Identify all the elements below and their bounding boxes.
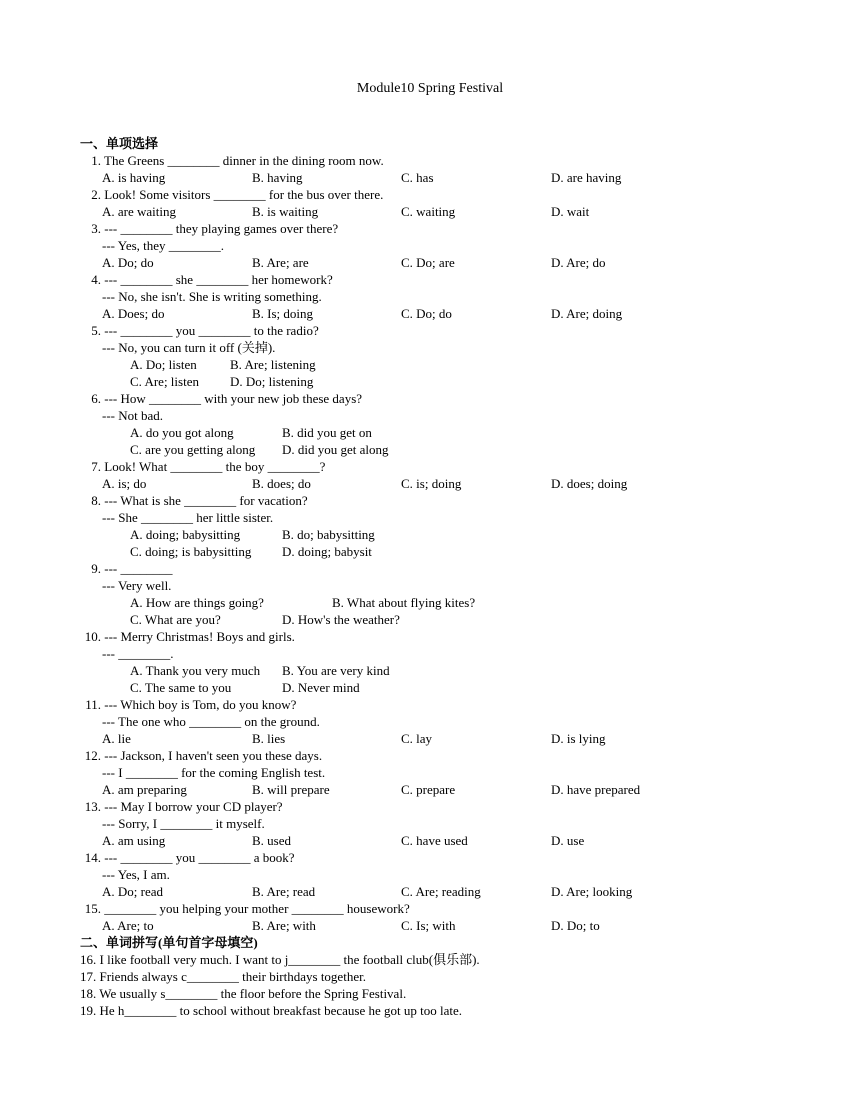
- option-choice: A. Are; to: [102, 918, 154, 933]
- spelling-question: 18. We usually s________ the floor before the Spring Festival.: [80, 986, 407, 1001]
- option-choice: A. do you got along: [130, 425, 234, 440]
- option-choice: C. Do; are: [401, 255, 455, 270]
- option-choice: A. are waiting: [102, 204, 177, 219]
- question-list: [80, 135, 800, 1019]
- question-line: [80, 220, 800, 237]
- question-stem: --- Merry Christmas! Boys and girls.: [101, 629, 295, 644]
- options-row: [80, 832, 800, 849]
- question-stem: --- What is she ________ for vacation?: [101, 493, 308, 508]
- option-choice: B. did you get on: [282, 425, 372, 440]
- options-row: [80, 475, 800, 492]
- option-choice: C. Are; reading: [401, 884, 481, 899]
- question-number: 7.: [91, 459, 101, 474]
- option-choice: A. am preparing: [102, 782, 187, 797]
- option-choice: D. is lying: [551, 731, 606, 746]
- question-stem: --- ________ you ________ a book?: [101, 850, 295, 865]
- options-row: [80, 373, 800, 390]
- question-stem: --- ________ she ________ her homework?: [101, 272, 333, 287]
- question-line: [80, 237, 800, 254]
- option-choice: D. are having: [551, 170, 622, 185]
- question-stem: Look! What ________ the boy ________?: [101, 459, 326, 474]
- option-choice: D. Are; looking: [551, 884, 633, 899]
- question-stem: --- Which boy is Tom, do you know?: [101, 697, 297, 712]
- question-stem: ________ you helping your mother ________ housework?: [101, 901, 410, 916]
- option-choice: B. will prepare: [252, 782, 330, 797]
- options-row: [80, 543, 800, 560]
- question-line: [80, 339, 800, 356]
- question-number: 3.: [91, 221, 101, 236]
- question-stem: --- ________: [101, 561, 173, 576]
- question-dialogue: --- Yes, I am.: [102, 867, 170, 882]
- option-choice: B. used: [252, 833, 291, 848]
- page-title: Module10 Spring Festival: [356, 81, 504, 96]
- question-number: 13.: [84, 799, 101, 814]
- question-line: [80, 186, 800, 203]
- option-choice: B. Is; doing: [252, 306, 314, 321]
- option-choice: D. use: [551, 833, 585, 848]
- option-choice: D. Are; doing: [551, 306, 623, 321]
- question-line: [80, 322, 800, 339]
- question-stem: --- Jackson, I haven't seen you these days.: [101, 748, 323, 763]
- option-choice: C. prepare: [401, 782, 456, 797]
- question-dialogue: --- Very well.: [102, 578, 172, 593]
- option-choice: C. is; doing: [401, 476, 462, 491]
- question-line: [80, 458, 800, 475]
- question-number: 11.: [85, 697, 101, 712]
- option-choice: B. Are; listening: [230, 357, 316, 372]
- option-choice: C. are you getting along: [130, 442, 256, 457]
- option-choice: C. The same to you: [130, 680, 232, 695]
- option-choice: A. Does; do: [102, 306, 165, 321]
- question-stem: --- ________ you ________ to the radio?: [101, 323, 319, 338]
- option-choice: A. am using: [102, 833, 166, 848]
- option-choice: D. How's the weather?: [282, 612, 400, 627]
- question-line: [80, 509, 800, 526]
- question-line: [80, 764, 800, 781]
- question-line: [80, 407, 800, 424]
- question-line: [80, 271, 800, 288]
- question-line: [80, 798, 800, 815]
- question-dialogue: --- No, you can turn it off (关掉).: [102, 340, 276, 355]
- option-choice: D. have prepared: [551, 782, 641, 797]
- question-number: 14.: [84, 850, 101, 865]
- question-stem: --- May I borrow your CD player?: [101, 799, 283, 814]
- option-choice: D. Do; to: [551, 918, 600, 933]
- option-choice: A. doing; babysitting: [130, 527, 241, 542]
- option-choice: D. did you get along: [282, 442, 389, 457]
- options-row: [80, 917, 800, 934]
- question-number: 10.: [84, 629, 101, 644]
- options-row: [80, 441, 800, 458]
- question-line: [80, 390, 800, 407]
- question-number: 5.: [91, 323, 101, 338]
- question-line: [80, 628, 800, 645]
- question-stem: The Greens ________ dinner in the dining room now.: [101, 153, 384, 168]
- option-choice: B. What about flying kites?: [332, 595, 476, 610]
- option-choice: C. doing; is babysitting: [130, 544, 252, 559]
- option-choice: D. Never mind: [282, 680, 360, 695]
- option-choice: B. lies: [252, 731, 286, 746]
- section-heading: 一、单项选择: [80, 136, 159, 151]
- option-choice: D. Do; listening: [230, 374, 314, 389]
- question-dialogue: --- Sorry, I ________ it myself.: [102, 816, 265, 831]
- option-choice: D. wait: [551, 204, 590, 219]
- option-choice: A. is having: [102, 170, 166, 185]
- option-choice: C. lay: [401, 731, 433, 746]
- option-choice: C. What are you?: [130, 612, 221, 627]
- question-number: 9.: [91, 561, 101, 576]
- option-choice: B. does; do: [252, 476, 311, 491]
- question-dialogue: --- She ________ her little sister.: [102, 510, 274, 525]
- question-dialogue: --- The one who ________ on the ground.: [102, 714, 320, 729]
- option-choice: D. doing; babysit: [282, 544, 372, 559]
- question-number: 8.: [91, 493, 101, 508]
- options-row: [80, 662, 800, 679]
- options-row: [80, 730, 800, 747]
- question-line: [80, 866, 800, 883]
- option-choice: B. is waiting: [252, 204, 319, 219]
- options-row: [80, 203, 800, 220]
- question-dialogue: --- Not bad.: [102, 408, 164, 423]
- question-line: [80, 492, 800, 509]
- option-choice: A. lie: [102, 731, 131, 746]
- question-number: 2.: [91, 187, 101, 202]
- question-number: 1.: [91, 153, 101, 168]
- options-row: [80, 594, 800, 611]
- option-choice: D. Are; do: [551, 255, 606, 270]
- question-line: [80, 849, 800, 866]
- spelling-question: 19. He h________ to school without breakfast because he got up too late.: [80, 1003, 462, 1018]
- option-choice: C. has: [401, 170, 434, 185]
- option-choice: A. Thank you very much: [130, 663, 261, 678]
- option-choice: B. Are; with: [252, 918, 316, 933]
- options-row: [80, 611, 800, 628]
- options-row: [80, 169, 800, 186]
- options-row: [80, 305, 800, 322]
- question-line: [80, 152, 800, 169]
- options-row: [80, 356, 800, 373]
- question-line: [80, 815, 800, 832]
- options-row: [80, 883, 800, 900]
- question-dialogue: --- Yes, they ________.: [102, 238, 225, 253]
- option-choice: B. do; babysitting: [282, 527, 375, 542]
- option-choice: B. You are very kind: [282, 663, 390, 678]
- option-choice: C. Are; listen: [130, 374, 199, 389]
- options-row: [80, 254, 800, 271]
- option-choice: D. does; doing: [551, 476, 628, 491]
- option-choice: C. Do; do: [401, 306, 452, 321]
- question-stem: Look! Some visitors ________ for the bus over there.: [101, 187, 384, 202]
- option-choice: A. How are things going?: [130, 595, 264, 610]
- question-number: 12.: [84, 748, 101, 763]
- question-stem: --- How ________ with your new job these days?: [101, 391, 363, 406]
- question-number: 6.: [91, 391, 101, 406]
- options-row: [80, 781, 800, 798]
- question-line: [80, 696, 800, 713]
- option-choice: A. Do; do: [102, 255, 154, 270]
- question-line: [80, 645, 800, 662]
- question-line: [80, 900, 800, 917]
- option-choice: B. Are; read: [252, 884, 316, 899]
- option-choice: A. Do; read: [102, 884, 164, 899]
- question-stem: --- ________ they playing games over there?: [101, 221, 339, 236]
- question-line: [80, 560, 800, 577]
- question-dialogue: --- ________.: [102, 646, 174, 661]
- options-row: [80, 424, 800, 441]
- spelling-question: 17. Friends always c________ their birthdays together.: [80, 969, 366, 984]
- options-row: [80, 679, 800, 696]
- question-dialogue: --- I ________ for the coming English test.: [102, 765, 326, 780]
- question-dialogue: --- No, she isn't. She is writing something.: [102, 289, 322, 304]
- question-number: 4.: [91, 272, 101, 287]
- option-choice: A. Do; listen: [130, 357, 197, 372]
- question-line: [80, 713, 800, 730]
- option-choice: C. have used: [401, 833, 468, 848]
- option-choice: C. waiting: [401, 204, 456, 219]
- question-line: [80, 288, 800, 305]
- question-line: [80, 747, 800, 764]
- options-row: [80, 526, 800, 543]
- option-choice: B. Are; are: [252, 255, 309, 270]
- question-line: [80, 577, 800, 594]
- option-choice: A. is; do: [102, 476, 147, 491]
- section-heading: 二、单词拼写(单句首字母填空): [80, 935, 258, 950]
- option-choice: C. Is; with: [401, 918, 456, 933]
- spelling-question: 16. I like football very much. I want to j________ the football club(俱乐部).: [80, 952, 480, 967]
- question-number: 15.: [84, 901, 101, 916]
- option-choice: B. having: [252, 170, 303, 185]
